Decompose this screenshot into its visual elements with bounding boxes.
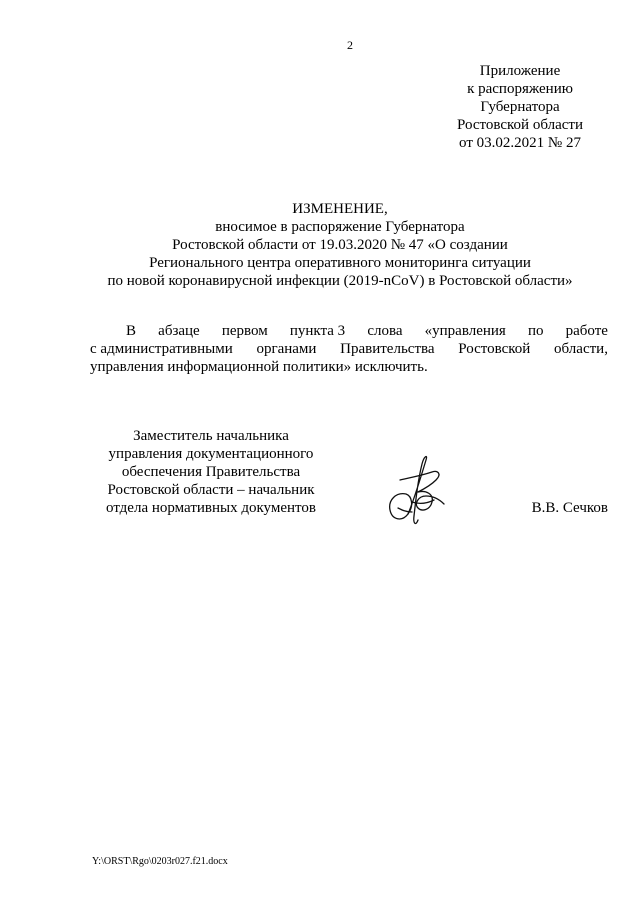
body-word: по [527, 323, 544, 339]
handwritten-signature [378, 450, 450, 530]
appendix-block [420, 62, 620, 152]
signer-name: В.В. Сечков [531, 500, 608, 516]
title-heading: ИЗМЕНЕНИЕ, [292, 201, 388, 217]
body-word: Правительства [340, 341, 435, 357]
body-paragraph [90, 322, 608, 376]
body-word: слова [367, 323, 403, 339]
signer-title-line: отдела нормативных документов [106, 500, 316, 516]
body-word: органами [256, 341, 317, 357]
title-line: вносимое в распоряжение Губернатора [215, 219, 465, 235]
body-word: Ростовской [458, 341, 531, 357]
body-line [90, 322, 608, 340]
page-number: 2 [347, 38, 353, 52]
signer-title-line: Ростовской области – начальник [107, 482, 315, 498]
signer-title-line: обеспечения Правительства [121, 464, 301, 480]
body-line: управления информационной политики» исключить. [90, 359, 428, 375]
body-word: пункта 3 [289, 323, 346, 339]
body-word: первом [221, 323, 268, 339]
title-line: Ростовской области от 19.03.2020 № 47 «О создании [172, 237, 508, 253]
file-path-footer: Y:\ORST\Rgo\0203r027.f21.docx [92, 856, 228, 867]
title-line: Регионального центра оперативного мониторинга ситуации [149, 255, 531, 271]
body-word: «управления [424, 323, 506, 339]
appendix-line: Губернатора [480, 99, 560, 115]
appendix-line: от 03.02.2021 № 27 [459, 135, 581, 151]
appendix-line: Ростовской области [457, 117, 583, 133]
title-line: по новой коронавирусной инфекции (2019-nCoV) в Ростовской области» [107, 273, 573, 289]
signer-title-line: управления документационного [108, 446, 314, 462]
body-word: абзаце [158, 323, 200, 339]
body-word: области, [554, 341, 608, 357]
appendix-line: Приложение [479, 63, 561, 79]
body-line [90, 340, 608, 358]
document-title [60, 200, 620, 290]
body-word: В [126, 323, 137, 339]
body-word: работе [565, 323, 608, 339]
signer-title-line: Заместитель начальника [133, 428, 289, 444]
appendix-line: к распоряжению [467, 81, 573, 97]
body-word: с административными [90, 341, 233, 357]
signer-title [92, 427, 330, 517]
